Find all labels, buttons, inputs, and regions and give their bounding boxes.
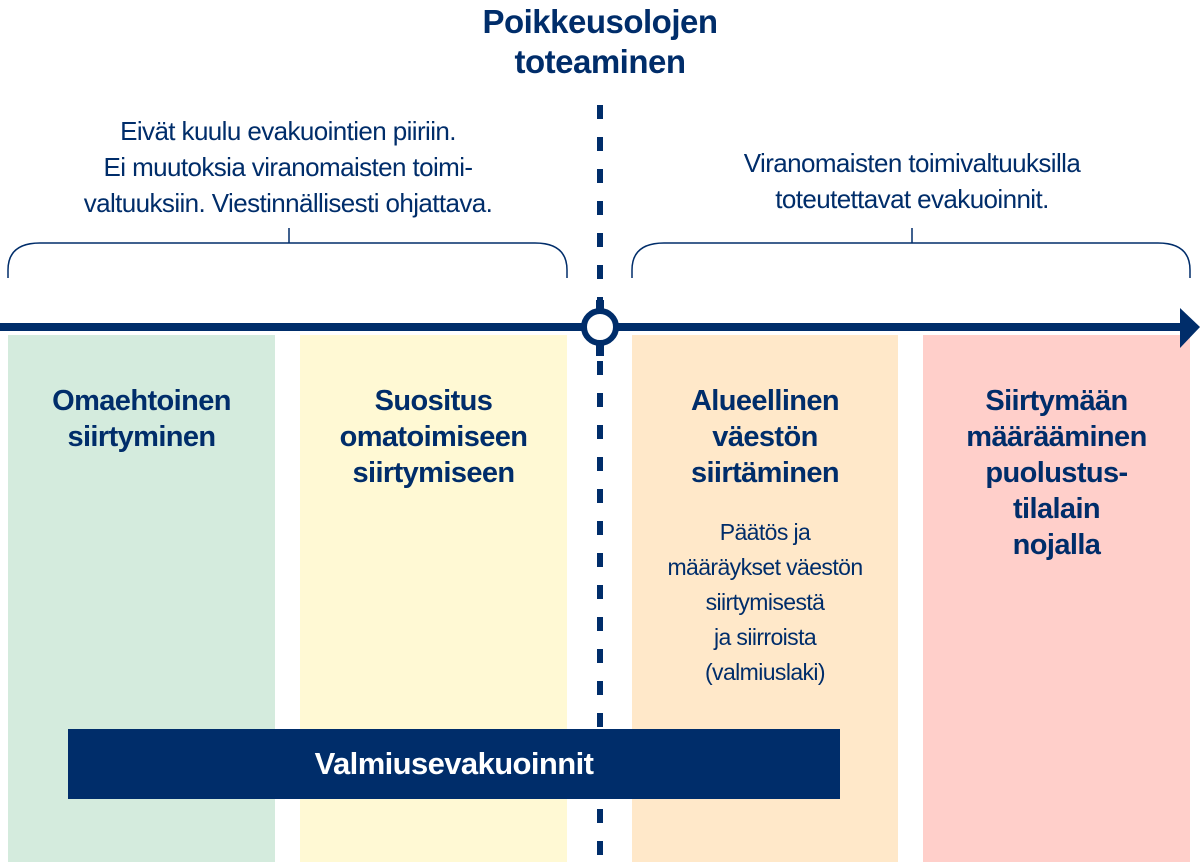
- column-title: Suositus omatoimiseen siirtymiseen: [339, 385, 528, 489]
- right-note: Viranomaisten toimivaltuuksilla toteutettavat evakuoinnit.: [743, 148, 1081, 214]
- column-subtitle: Päätös ja määräykset väestön siirtymisestä ja siirroista (valmiuslaki): [667, 519, 863, 685]
- valmiusevakuoinnit-bar: [68, 729, 840, 799]
- arrowhead-icon: [1180, 308, 1200, 348]
- left-brace-icon: [8, 228, 567, 278]
- diagram-title: Poikkeusolojen toteaminen: [482, 3, 718, 80]
- left-note: Eivät kuulu evakuointien piiriin. Ei muutoksia viranomaisten toimi- valtuuksiin. Viestinnällisesti ohjattava.: [83, 116, 493, 218]
- bar-label: Valmiusevakuoinnit: [314, 746, 594, 781]
- column-title: Siirtymään määrääminen puolustus- tilalain nojalla: [966, 385, 1147, 561]
- milestone-circle-icon: [584, 300, 616, 356]
- column-title: Omaehtoinen siirtyminen: [52, 385, 231, 453]
- right-brace-icon: [632, 228, 1190, 278]
- column-title: Alueellinen väestön siirtäminen: [690, 385, 840, 489]
